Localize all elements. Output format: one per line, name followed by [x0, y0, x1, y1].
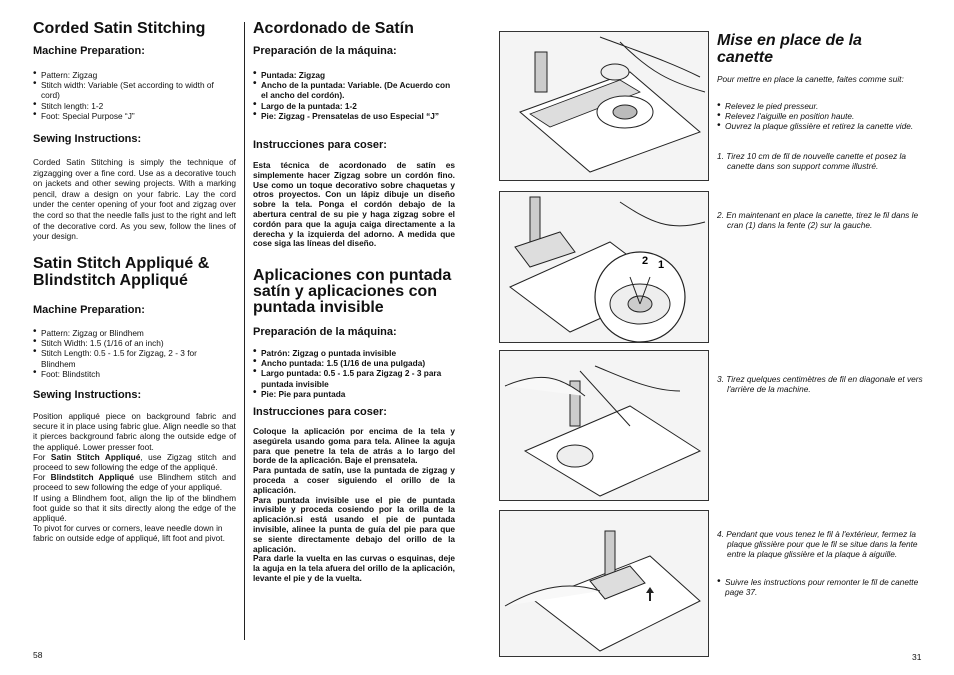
step-4: 4. Pendant que vous tenez le fil à l'extérieur, fermez la plaque glissière pour que le fil se situe dans la fente entre la plaque glissière et la plaque à aiguille.: [717, 529, 918, 559]
sewing-instructions-text-1: Corded Satin Stitching is simply the technique of zigzagging over a fine cord. Use as a decorative touch on jackets and other sewing projects. With a marking pencil, draw a design on your fabric. Lay the cord under the center opening of your foot and zigzag over the cord so that the needle falls just to the right and left of the decorative cord. As you sew, follow the lines of your design.: [33, 157, 236, 242]
step-1: 1. Tirez 10 cm de fil de nouvelle canette et posez la canette dans son support comme illustré.: [717, 151, 907, 171]
list-item: • Pattern: Zigzag or Blindhem: [33, 328, 223, 338]
text-bold: Blindstitch Appliqué: [50, 472, 134, 483]
corded-satin-title: Corded Satin Stitching: [33, 20, 206, 37]
bobbin-insert-drawing: [500, 32, 708, 180]
paragraph: [33, 452, 236, 472]
text: use Blindhem stitch and proceed to sew following the edge of your appliqué.: [33, 472, 236, 493]
list-item: • Stitch length: 1-2: [33, 101, 233, 111]
list-item: • Ouvrez la plaque glissière et retirez la canette vide.: [717, 122, 923, 132]
text-bold: Satin Stitch Appliqué: [50, 451, 141, 462]
paragraph: [33, 472, 236, 492]
prep-bullets: [717, 102, 923, 131]
prep-list-2: [253, 348, 455, 399]
machine-prep-heading-2: Machine Preparation:: [33, 304, 145, 316]
list-item: • Relevez l'aiguille en position haute.: [717, 112, 923, 122]
list-item: • Largo puntada: 0.5 - 1.5 para Zigzag 2 - 3 para puntada invisible: [253, 368, 455, 388]
list-item: • Ancho de la puntada: Variable. (De Acuerdo con el ancho del cordón).: [253, 80, 455, 100]
prep-list-1: [253, 70, 455, 121]
page-number-right: 31: [912, 652, 922, 662]
step-2: 2. En maintenant en place la canette, tirez le fil dans le cran (1) dans la fente (2) sur la gauche.: [717, 210, 919, 230]
machine-prep-list-2: [33, 328, 223, 379]
text: , use Zigzag stitch and proceed to sew following the edge of the appliqué.: [33, 451, 236, 473]
illustration-close-plate: [499, 510, 709, 657]
list-item: • Pattern: Zigzag: [33, 70, 233, 80]
machine-prep-list-1: [33, 70, 233, 121]
list-item: • Patrón: Zigzag o puntada invisible: [253, 348, 455, 358]
list-item: • Largo de la puntada: 1-2: [253, 101, 455, 111]
list-item: • Relevez le pied presseur.: [717, 102, 923, 112]
satin-applique-title: Satin Stitch Appliqué & Blindstitch Appliqué: [33, 255, 210, 289]
label-2: 2: [642, 255, 649, 267]
label-1: 1: [658, 259, 665, 271]
final-bullet: [717, 578, 923, 598]
pull-thread-drawing: [500, 351, 708, 500]
sewing-instructions-text-2: [33, 411, 236, 544]
close-plate-drawing: [500, 511, 708, 656]
paragraph: Para puntada invisible use el pie de puntada invisible y proceda cosiendo por la orilla de la aplicación.si está usando el pie de puntada invisible, alinee la punta de guía del pie para que se siente directamente debajo del orillo de la aplicación.: [253, 494, 455, 554]
instr-text-1: Esta técnica de acordonado de satín es simplemente hacer Zigzag sobre un cordón fino. Use como un toque decorativo sobre chaquetas y otros proyectos. Con un lápiz dibuje un diseño sobre la tela. Ponga el cordón debajo de la abertura central de su pie y haga zigzag sobre el cordón para que la aguja caiga directamente a la derecha y la izquierda del adorno. A medida que cose siga las líneas del diseño.: [253, 160, 455, 249]
column-divider: [244, 22, 245, 640]
text: For: [33, 451, 51, 462]
machine-prep-heading-1: Machine Preparation:: [33, 45, 145, 57]
list-item: • Stitch Length: 0.5 - 1.5 for Zigzag, 2 - 3 for Blindhem: [33, 348, 223, 368]
list-item: • Puntada: Zigzag: [253, 70, 455, 80]
instr-text-2: [253, 427, 455, 584]
paragraph: Coloque la aplicación por encima de la tela y asegúrela usando goma para tela. Alinee la aguja para que penetre la tela de atrás a lo largo del borde de la aplicación. Baje el prensatela.: [253, 426, 455, 466]
page-number-left: 58: [33, 650, 43, 660]
illustration-bobbin-insert: [499, 31, 709, 181]
illustration-pull-thread: [499, 350, 709, 501]
paragraph: Para darle la vuelta en las curvas o esquinas, deje la aguja en la tela afuera del orillo de la aplicación, levante el pie y de la vuelta.: [253, 553, 455, 583]
list-item: • Pie: Pie para puntada: [253, 389, 455, 399]
bobbin-thread-drawing: [500, 192, 708, 342]
mise-en-place-title: Mise en place de la canette: [717, 32, 862, 66]
illustration-bobbin-thread: [499, 191, 709, 343]
list-item: • Suivre les instructions pour remonter le fil de canette page 37.: [717, 578, 923, 598]
aplicaciones-title: Aplicaciones con puntada satín y aplicaciones con puntada invisible: [253, 267, 452, 316]
sewing-instructions-heading-1: Sewing Instructions:: [33, 133, 142, 145]
list-item: • Pie: Zigzag - Prensatelas de uso Especial “J”: [253, 111, 455, 121]
list-item: • Stitch Width: 1.5 (1/16 of an inch): [33, 338, 223, 348]
paragraph: Position appliqué piece on background fabric and secure it in place using fabric glue. Align needle so that it pierces background fabric along the outside edge of the appliqué. Lower presser foot.: [33, 411, 236, 452]
prep-heading-1: Preparación de la máquina:: [253, 45, 397, 57]
list-item: • Foot: Special Purpose “J”: [33, 111, 233, 121]
list-item: • Ancho puntada: 1.5 (1/16 de una pulgada): [253, 358, 455, 368]
acordonado-title: Acordonado de Satín: [253, 20, 414, 37]
paragraph: Para puntada de satín, use la puntada de zigzag y proceda a coser siguiendo el orillo de la aplicación.: [253, 465, 455, 495]
instr-heading-1: Instrucciones para coser:: [253, 139, 387, 151]
text: For: [33, 472, 51, 483]
sewing-instructions-heading-2: Sewing Instructions:: [33, 389, 142, 401]
step-3: 3. Tirez quelques centimètres de fil en diagonale et vers l'arrière de la machine.: [717, 374, 923, 394]
paragraph: To pivot for curves or corners, leave needle down in fabric on outside edge of appliqué, lift foot and pivot.: [33, 523, 225, 544]
instr-heading-2: Instrucciones para coser:: [253, 406, 387, 418]
prep-heading-2: Preparación de la máquina:: [253, 326, 397, 338]
paragraph: If using a Blindhem foot, align the lip of the blindhem foot guide so that it sits directly along the edge of the appliqué.: [33, 492, 236, 524]
list-item: • Stitch width: Variable (Set according to width of cord): [33, 80, 233, 100]
list-item: • Foot: Blindstitch: [33, 369, 223, 379]
intro-text: Pour mettre en place la canette, faites comme suit:: [717, 74, 904, 84]
